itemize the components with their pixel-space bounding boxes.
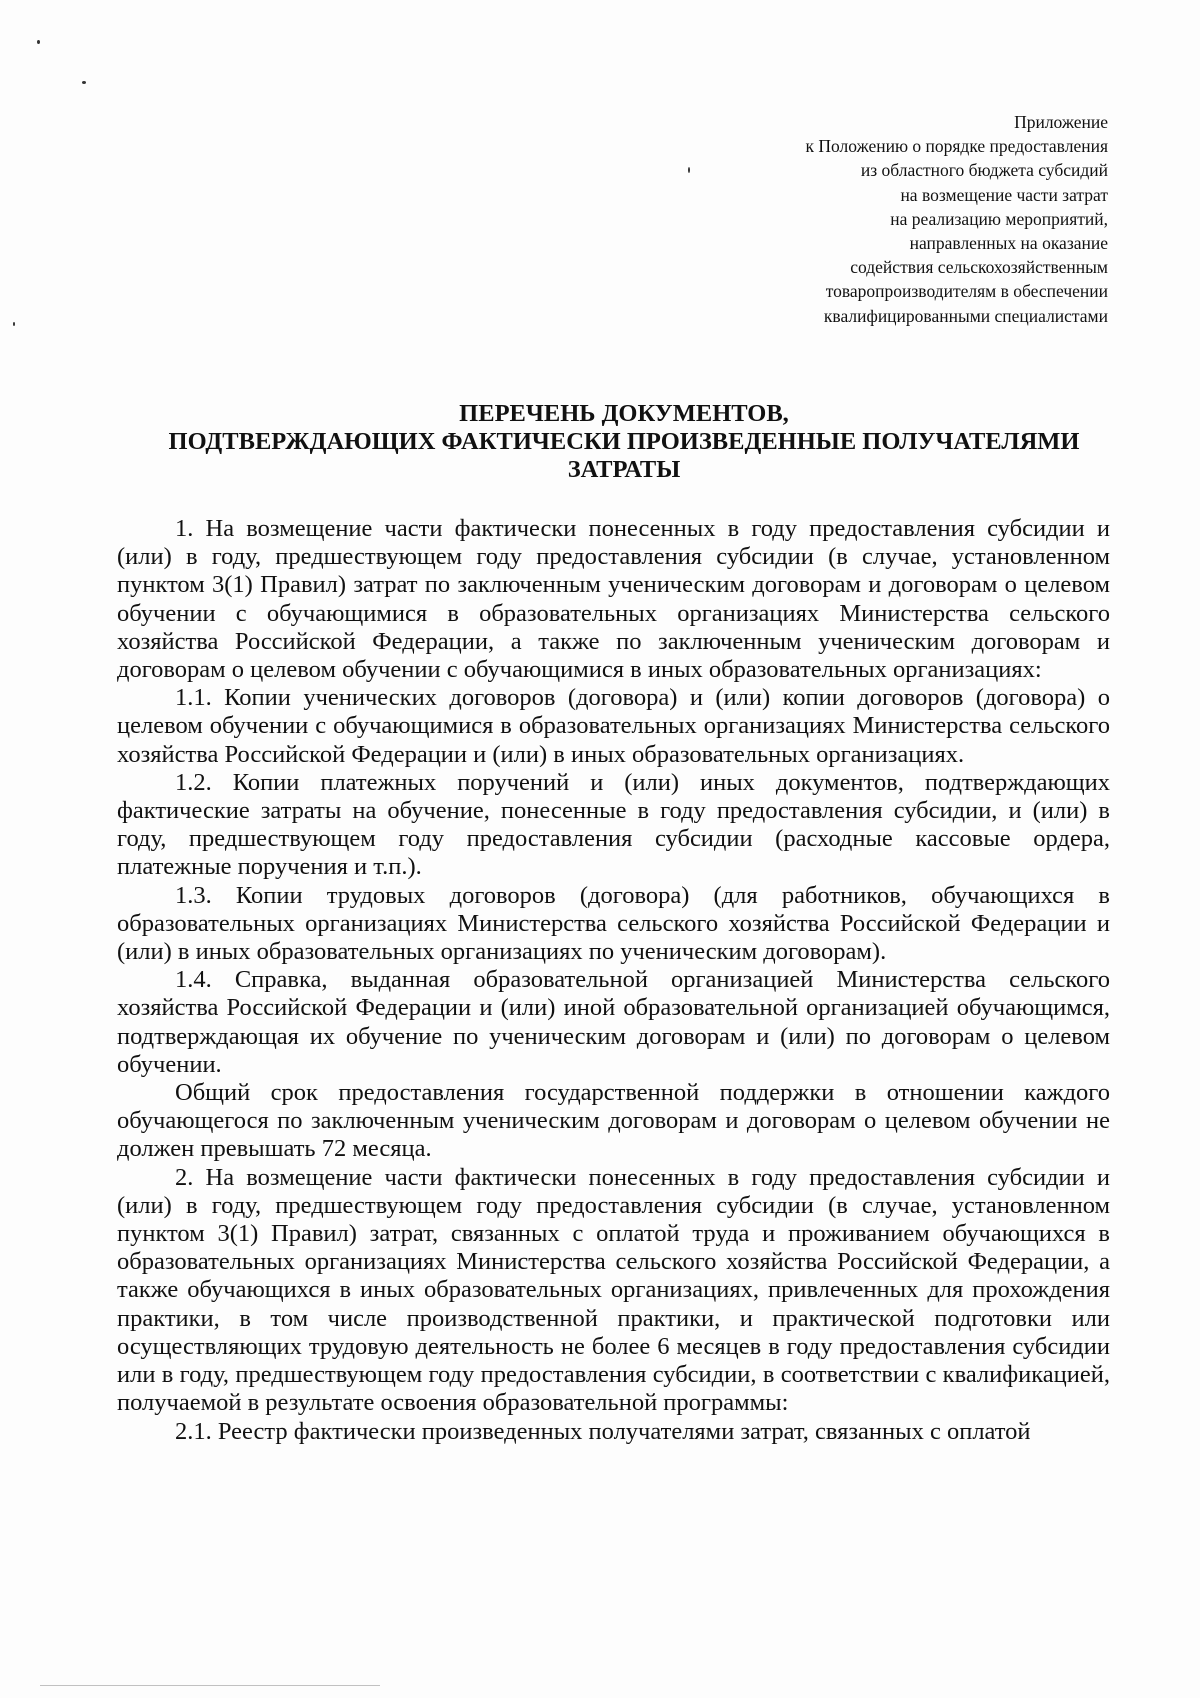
appendix-line: квалифицированными специалистами xyxy=(823,305,1108,326)
paragraph-1-4: 1.4. Справка, выданная образовательной организацией Министерства сельского хозяйства Российской Федерации и (или) иной образовательной организацией обучающимся, подтверждающая их обучение по ученическим договорам и (или) по договорам о целевом обучении. xyxy=(117,966,1110,1078)
title-line: ПОДТВЕРЖДАЮЩИХ ФАКТИЧЕСКИ ПРОИЗВЕДЕННЫЕ ПОЛУЧАТЕЛЯМИ xyxy=(168,428,1080,455)
paragraph-1-1: 1.1. Копии ученических договоров (договора) и (или) копии договоров (договора) о целевом обучении с обучающимися в образовательных организациях Министерства сельского хозяйства Российской Федерации и (или) в иных образовательных организациях. xyxy=(117,684,1110,768)
appendix-line: к Положению о порядке предоставления xyxy=(805,136,1108,157)
paragraph-term-note: Общий срок предоставления государственной поддержки в отношении каждого обучающегося по заключенным ученическим договорам и договорам о целевом обучении не должен превышать 72 месяца. xyxy=(117,1079,1110,1163)
document-title xyxy=(0,400,1200,484)
paragraph-1: 1. На возмещение части фактически понесенных в году предоставления субсидии и (или) в году, предшествующем году предоставления субсидии (в случае, установленном пунктом 3(1) Правил) затрат по заключенным ученическим договорам и договорам о целевом обучении с обучающимися в образовательных организациях Министерства сельского хозяйства Российской Федерации, а также по заключенным ученическим договорам и договорам о целевом обучении с обучающимися в иных образовательных организациях: xyxy=(117,515,1110,684)
paragraph-1-3: 1.3. Копии трудовых договоров (договора) (для работников, обучающихся в образовательных организациях Министерства сельского хозяйства Российской Федерации и (или) в иных образовательных организациях по ученическим договорам). xyxy=(117,881,1110,966)
title-line: ЗАТРАТЫ xyxy=(567,456,681,483)
scan-speck xyxy=(82,81,86,84)
scan-artifact-line xyxy=(40,1685,380,1686)
scan-speck xyxy=(13,322,15,326)
appendix-line: товаропроизводителям в обеспечении xyxy=(825,281,1108,302)
appendix-header xyxy=(588,110,1108,328)
scan-speck xyxy=(37,40,40,44)
paragraph-2-1: 2.1. Реестр фактически произведенных получателями затрат, связанных с оплатой xyxy=(175,1417,1031,1445)
appendix-line: из областного бюджета субсидий xyxy=(860,160,1108,181)
appendix-line: направленных на оказание xyxy=(909,233,1108,254)
title-line: ПЕРЕЧЕНЬ ДОКУМЕНТОВ, xyxy=(459,400,789,427)
paragraph-1-2: 1.2. Копии платежных поручений и (или) иных документов, подтверждающих фактические затраты на обучение, понесенные в году предоставления субсидии, и (или) в году, предшествующем году предоставления субсидии (расходные кассовые ордера, платежные поручения и т.п.). xyxy=(117,768,1110,881)
document-body xyxy=(117,515,1110,1446)
appendix-line: Приложение xyxy=(1014,112,1108,132)
appendix-line: содействия сельскохозяйственным xyxy=(850,257,1108,278)
appendix-line: на возмещение части затрат xyxy=(900,184,1108,205)
appendix-line: на реализацию мероприятий, xyxy=(890,208,1108,229)
paragraph-2: 2. На возмещение части фактически понесенных в году предоставления субсидии и (или) в году, предшествующем году предоставления субсидии (в случае, установленном пунктом 3(1) Правил) затрат, связанных с оплатой труда и проживанием обучающихся в образовательных организациях Министерства сельского хозяйства Российской Федерации, а также обучающихся в иных образовательных организациях, привлеченных для прохождения практики, в том числе производственной практики, и практической подготовки или осуществляющих трудовую деятельность не более 6 месяцев в году предоставления субсидии или в году, предшествующем году предоставления субсидии, в соответствии с квалификацией, получаемой в результате освоения образовательной программы: xyxy=(117,1163,1110,1417)
